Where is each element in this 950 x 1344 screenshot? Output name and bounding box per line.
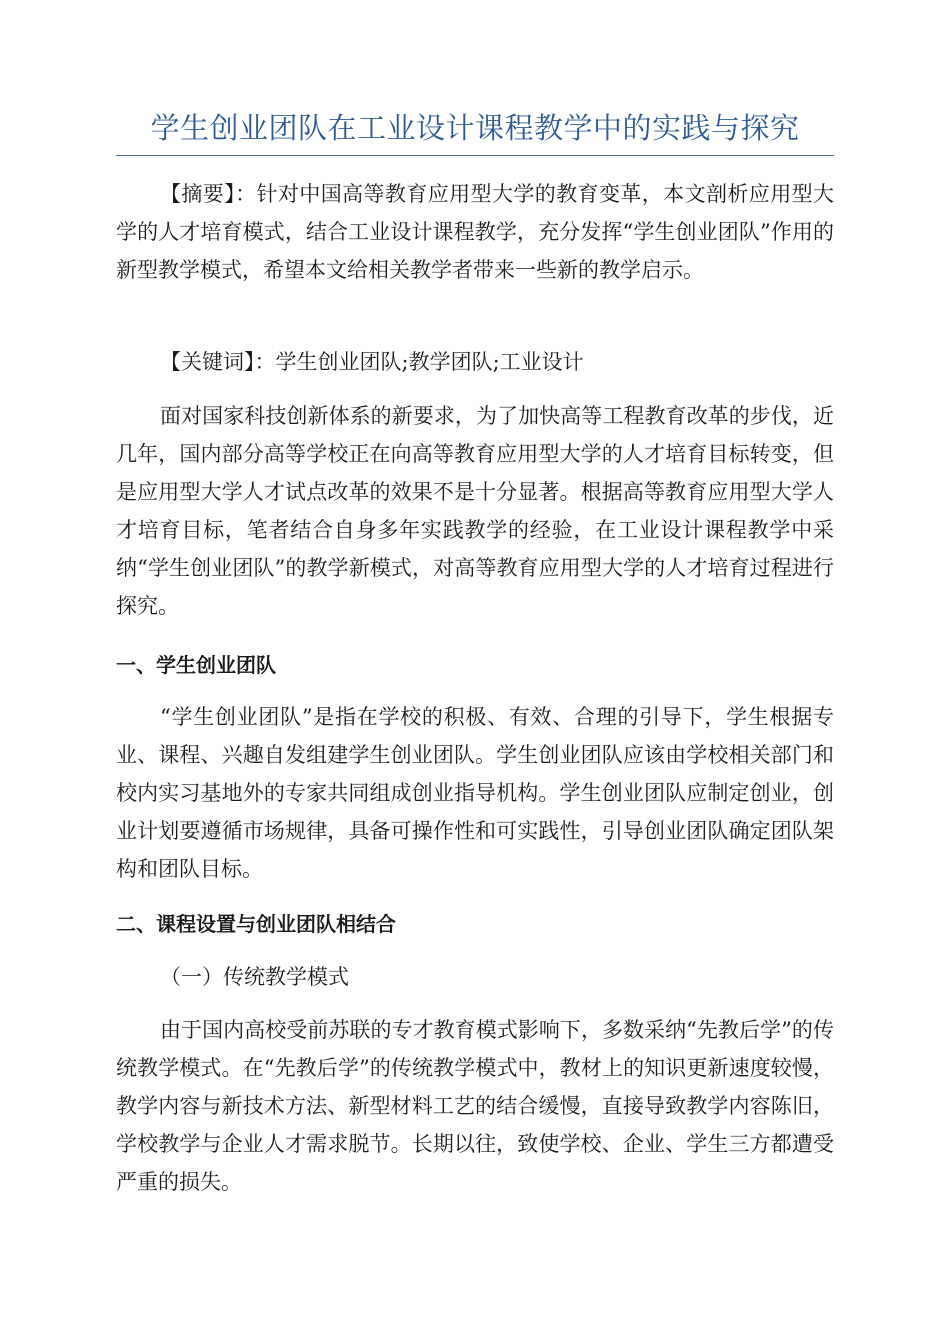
abstract-text: 针对中国高等教育应用型大学的教育变革，本文剖析应用型大学的人才培育模式，结合工业设计课程教学，充分发挥“学生创业团队”作用的新型教学模式，希望本文给相关教学者带来一些新的教学启示。 [116, 182, 834, 282]
intro-paragraph: 面对国家科技创新体系的新要求，为了加快高等工程教育改革的步伐，近几年，国内部分高等学校正在向高等教育应用型大学的人才培育目标转变，但是应用型大学人才试点改革的效果不是十分显著。根据高等教育应用型大学人才培育目标，笔者结合自身多年实践教学的经验，在工业设计课程教学中采纳“学生创业团队”的教学新模式，对高等教育应用型大学的人才培育过程进行探究。 [116, 404, 834, 618]
section-heading-1: 一、学生创业团队 [116, 653, 276, 677]
abstract-label: 【摘要】： [160, 182, 257, 206]
abstract-paragraph [116, 175, 834, 289]
title-container [116, 108, 834, 156]
page-title: 学生创业团队在工业设计课程教学中的实践与探究 [150, 111, 800, 145]
section2-paragraph: 由于国内高校受前苏联的专才教育模式影响下，多数采纳“先教后学”的传统教学模式。在“先教后学”的传统教学模式中，教材上的知识更新速度较慢，教学内容与新技术方法、新型材料工艺的结合缓慢，直接导致教学内容陈旧，学校教学与企业人才需求脱节。长期以往，致使学校、企业、学生三方都遭受严重的损失。 [116, 1018, 834, 1194]
keywords-paragraph [116, 343, 834, 381]
section-heading-2: 二、课程设置与创业团队相结合 [116, 912, 396, 936]
subsection-heading: （一）传统教学模式 [160, 965, 349, 989]
keywords-label: 【关键词】： [160, 350, 276, 374]
section1-paragraph: “学生创业团队”是指在学校的积极、有效、合理的引导下，学生根据专业、课程、兴趣自发组建学生创业团队。学生创业团队应该由学校相关部门和校内实习基地外的专家共同组成创业指导机构。学生创业团队应制定创业，创业计划要遵循市场规律，具备可操作性和可实践性，引导创业团队确定团队架构和团队目标。 [116, 705, 834, 881]
keywords-text: 学生创业团队;教学团队;工业设计 [275, 350, 584, 374]
